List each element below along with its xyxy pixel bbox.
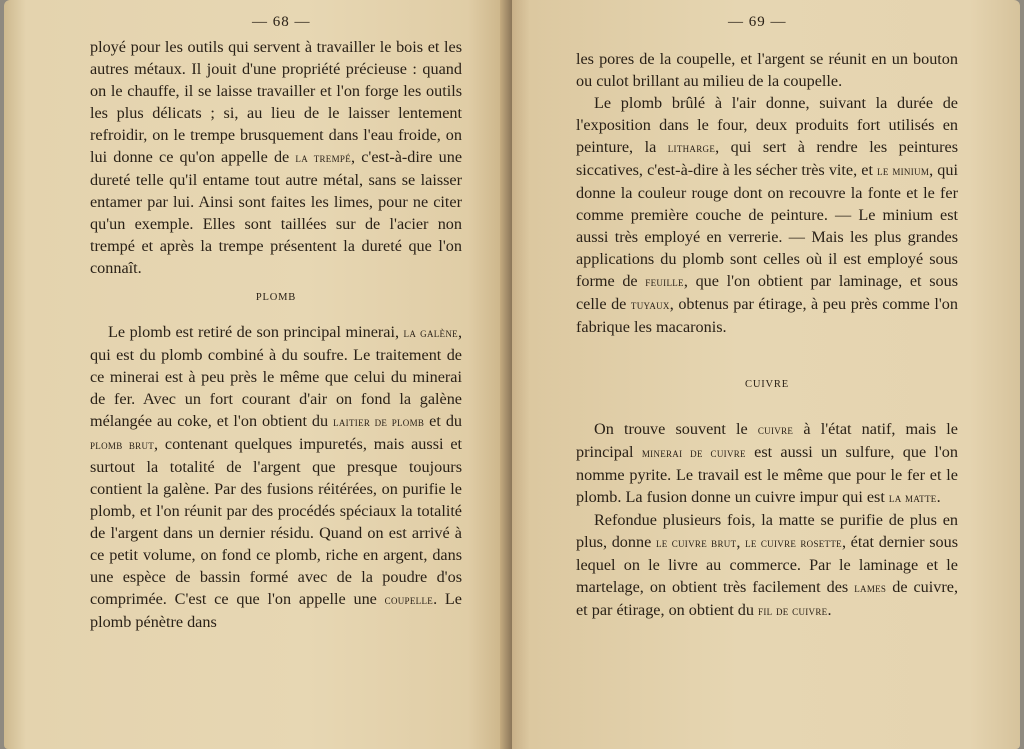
text-run: , obtenus par étirage, à peu près comme l'on fabrique les macaronis.	[576, 295, 958, 336]
text-run: et du	[424, 412, 463, 430]
small-caps-term: tuyaux	[630, 297, 670, 312]
paragraph	[90, 36, 462, 279]
paragraph	[576, 48, 958, 92]
small-caps-term: lames	[854, 580, 887, 595]
text-run: , que l'on obtient par laminage, et sous celle de	[576, 272, 958, 313]
text-run: est aussi un sulfure, que l'on nomme pyrite. Le travail est le même que pour le fer et le plomb. La fusion donne un cuivre impur qui est	[576, 443, 958, 506]
text-run: On trouve souvent le	[594, 420, 758, 438]
paragraph	[576, 509, 958, 622]
small-caps-term: le cuivre rosette	[745, 535, 842, 550]
small-caps-term: feuille	[645, 274, 684, 289]
paragraph	[576, 418, 958, 509]
left-page	[4, 0, 508, 749]
text-run: .	[936, 488, 941, 506]
text-run: , qui sert à rendre les peintures siccatives, c'est-à-dire à les sécher très vite, et	[576, 138, 958, 179]
text-run: Le plomb est retiré de son principal minerai,	[108, 323, 404, 341]
text-run: Le plomb brûlé à l'air donne, suivant la durée de l'exposition dans le four, deux produits fort utilisés en peinture, la	[576, 94, 958, 156]
small-caps-term: fil de cuivre	[758, 603, 828, 618]
small-caps-term: litharge	[667, 140, 716, 155]
text-run: à l'état natif, mais le principal	[576, 420, 958, 461]
small-caps-term: la matte	[888, 490, 937, 505]
text-run: ,	[736, 533, 746, 551]
text-run: ployé pour les outils qui servent à travailler le bois et les autres métaux. Il jouit d'une propriété précieuse : quand on le chauffe, il se laisse travailler et l'on forge les outils les plus délicats ; si, au lieu de le laisser lentement refroidir, on le trempe brusquement dans l'eau froide, on lui donne ce qu'on appelle de	[90, 38, 462, 166]
text-run: , qui donne la couleur rouge dont on recouvre la fonte et le fer comme première couche de peinture. — Le minium est aussi très employé en verrerie. — Mais les plus grandes applications du plomb sont celles où il est employé sous forme de	[576, 161, 958, 290]
small-caps-term: le cuivre brut	[655, 535, 737, 550]
paragraph	[90, 321, 462, 633]
small-caps-term: plomb brut	[90, 437, 155, 452]
small-caps-term: coupelle	[384, 592, 434, 607]
section-heading: PLOMB	[255, 292, 297, 303]
left-page-text	[90, 36, 462, 633]
page-number: — 69 —	[728, 14, 787, 30]
text-run: . Le plomb pénètre dans	[90, 590, 462, 631]
small-caps-term: minerai de cuivre	[641, 445, 746, 460]
right-page-text	[576, 48, 958, 622]
small-caps-term: la galène	[403, 325, 458, 340]
small-caps-term: cuivre	[757, 422, 794, 437]
text-run: de cuivre, et par étirage, on obtient du	[576, 578, 958, 619]
small-caps-term: laitier de plomb	[333, 414, 425, 429]
text-run: , contenant quelques impuretés, mais aussi et surtout la totalité de l'argent que presque toujours contient la galène. Par des fusions réitérées, on purifie le plomb, et l'on réunit par des procédés spéciaux la totalité de l'argent dans un dernier résidu. Quand on est arrivé à ce petit volume, on fond ce plomb, riche en argent, dans une espèce de bassin formé avec de la poudre d'os comprimée. C'est ce que l'on appelle une	[90, 435, 462, 608]
section-heading: CUIVRE	[745, 379, 789, 390]
small-caps-term: le minium	[877, 163, 930, 178]
page-number: — 68 —	[252, 14, 311, 30]
text-run: .	[827, 601, 832, 619]
paragraph	[576, 92, 958, 338]
text-run: , c'est-à-dire une dureté telle qu'il entame tout autre métal, sans se laisser entamer par lui. Ainsi sont faites les limes, pour ne citer qu'un exemple. Elles sont taillées sur de l'acier non trempé et après la trempe présentent la dureté que l'on connaît.	[90, 148, 463, 277]
small-caps-term: la trempé	[295, 150, 352, 165]
text-run: , qui est du plomb combiné à du soufre. Le traitement de ce minerai est à peu près le même que celui du minerai de fer. Avec un fort courant d'air on fond la galène mélangée au coke, et l'on obtient du	[90, 323, 462, 430]
text-run: les pores de la coupelle, et l'argent se réunit en un bouton ou culot brillant au milieu de la coupelle.	[576, 50, 958, 90]
text-run: , état dernier sous lequel on le livre au commerce. Par le laminage et le martelage, on obtient très facilement des	[576, 533, 958, 596]
right-page	[512, 0, 1020, 749]
text-run: Refondue plusieurs fois, la matte se purifie de plus en plus, donne	[576, 511, 958, 551]
